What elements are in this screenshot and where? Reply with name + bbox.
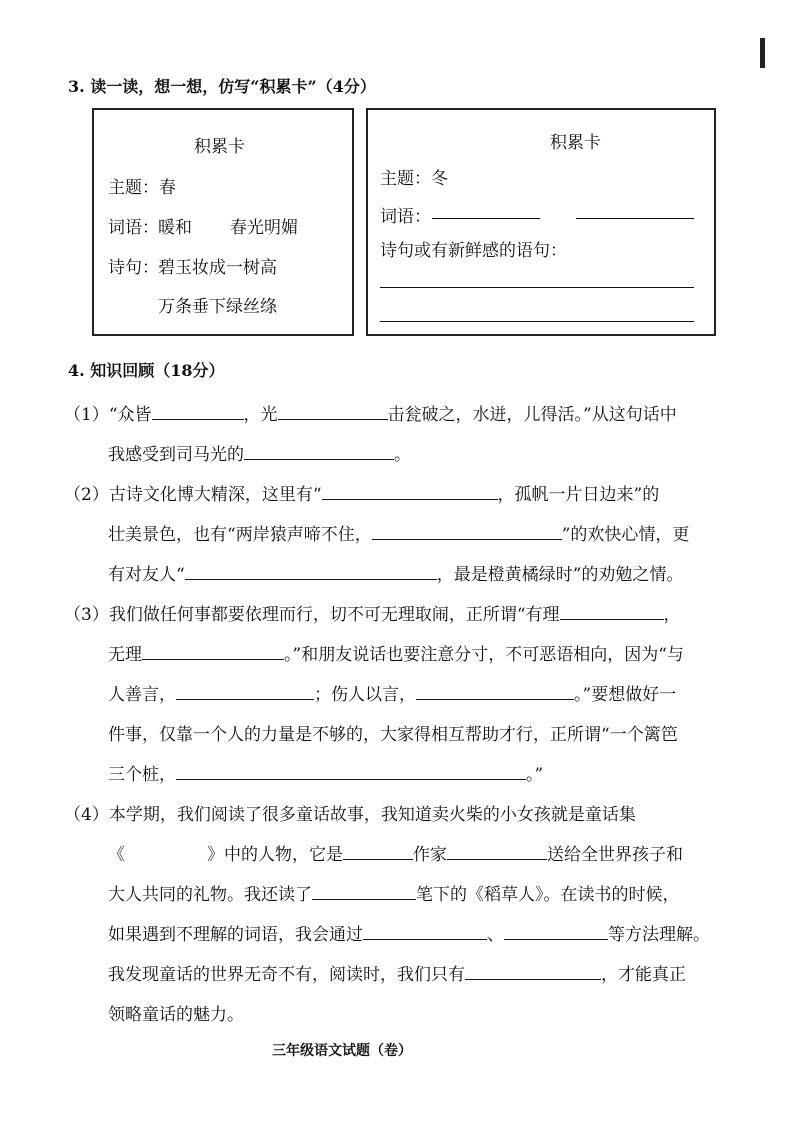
item-text: ，光 xyxy=(243,405,278,425)
item-text: ”的欢快心情，更 xyxy=(561,525,690,545)
answer-blank[interactable] xyxy=(447,843,547,860)
answer-blank[interactable] xyxy=(152,403,244,420)
q4-item-4-line-5 xyxy=(108,960,686,985)
q4-item-4-line-6 xyxy=(108,1000,244,1025)
item-text: 。” xyxy=(526,765,544,785)
page-footer: 三年级语文试题（卷） xyxy=(272,1043,412,1059)
card-poem-line-1: 碧玉妆成一树高 xyxy=(158,258,277,278)
item-text: 大人共同的礼物。我还读了 xyxy=(108,885,312,905)
word-blank-1[interactable] xyxy=(432,218,540,219)
item-text: 有对友人“ xyxy=(108,565,185,585)
book-title-blank[interactable] xyxy=(125,843,207,860)
q4-item-3-line-3 xyxy=(108,680,676,705)
q4-item-3-line-2 xyxy=(108,640,684,665)
item-number: （2） xyxy=(64,485,109,505)
sentence-blank-1[interactable] xyxy=(380,287,694,288)
answer-blank[interactable] xyxy=(244,443,394,460)
item-text: 笔下的《稻草人》。在读书的时候， xyxy=(416,885,680,905)
item-text: 击瓮破之，水迸，儿得活。”从这句话中 xyxy=(387,405,677,425)
card-word-1: 暖和 xyxy=(158,218,192,238)
item-text: 作家 xyxy=(413,845,447,865)
word-blank-2[interactable] xyxy=(576,218,694,219)
item-text: 领略童话的魅力。 xyxy=(108,1005,244,1025)
item-text: 、 xyxy=(487,925,504,945)
q4-item-1 xyxy=(64,400,677,425)
card-words-label: 词语： xyxy=(380,207,431,227)
card-poem-label: 诗句： xyxy=(108,258,159,278)
card-sentence-label: 诗句或有新鲜感的语句： xyxy=(380,241,567,261)
answer-blank[interactable] xyxy=(504,923,608,940)
item-text: 人善言， xyxy=(108,685,176,705)
item-text: 。”和朋友说话也要注意分寸，不可恶语相向，因为“与 xyxy=(284,645,684,665)
q4-item-4-line-3 xyxy=(108,880,680,905)
card-title: 积累卡 xyxy=(194,137,245,157)
item-text: 。 xyxy=(394,445,411,465)
q4-item-2-line-2 xyxy=(108,520,689,545)
card-poem-line-2: 万条垂下绿丝绦 xyxy=(158,297,277,317)
card-title: 积累卡 xyxy=(550,133,601,153)
item-number: （1） xyxy=(64,405,109,425)
q4-item-4-line-4 xyxy=(108,920,710,945)
card-theme: 主题：冬 xyxy=(380,169,448,189)
item-text: 古诗文化博大精深，这里有“ xyxy=(108,485,322,505)
item-number: （4） xyxy=(64,805,109,825)
item-text: ，孤帆一片日边来”的 xyxy=(497,485,660,505)
q4-item-1-line-2 xyxy=(108,440,411,465)
q4-item-2-line-3 xyxy=(108,560,683,585)
q4-item-4-line-2 xyxy=(108,840,683,865)
item-text: 壮美景色，也有“两岸猿声啼不住， xyxy=(108,525,372,545)
item-text: 我们做任何事都要依理而行，切不可无理取闹，正所谓“有理 xyxy=(108,605,560,625)
answer-blank[interactable] xyxy=(363,923,487,940)
answer-blank[interactable] xyxy=(176,763,526,780)
q4-item-3 xyxy=(64,600,681,625)
accumulation-card-spring xyxy=(92,108,354,336)
item-text: 三个桩， xyxy=(108,765,176,785)
answer-blank[interactable] xyxy=(142,643,284,660)
sentence-blank-2[interactable] xyxy=(380,321,694,322)
item-text: 送给全世界孩子和 xyxy=(547,845,683,865)
item-text: “众皆 xyxy=(108,405,152,425)
card-words-label: 词语： xyxy=(108,218,159,238)
q3-heading: 3. 读一读，想一想，仿写“积累卡”（4分） xyxy=(68,77,376,96)
item-text: 我感受到司马光的 xyxy=(108,445,244,465)
answer-blank[interactable] xyxy=(176,683,314,700)
item-text: ，最是橙黄橘绿时”的劝勉之情。 xyxy=(436,565,684,585)
item-text: ， xyxy=(663,605,681,625)
item-text: ；伤人以言， xyxy=(314,685,416,705)
card-theme: 主题：春 xyxy=(108,178,176,198)
answer-blank[interactable] xyxy=(312,883,416,900)
q4-item-3-line-4 xyxy=(108,720,678,745)
answer-blank[interactable] xyxy=(185,563,437,580)
item-text: 本学期，我们阅读了很多童话故事，我知道卖火柴的小女孩就是童话集 xyxy=(108,805,636,825)
q4-item-3-line-5 xyxy=(108,760,543,785)
answer-blank[interactable] xyxy=(372,523,562,540)
q4-item-2 xyxy=(64,480,659,505)
item-text: 无理 xyxy=(108,645,142,665)
answer-blank[interactable] xyxy=(343,843,413,860)
item-text: 件事，仅靠一个人的力量是不够的，大家得相互帮助才行，正所谓“一个篱笆 xyxy=(108,725,678,745)
answer-blank[interactable] xyxy=(278,403,388,420)
item-text: 等方法理解。 xyxy=(608,925,710,945)
answer-blank[interactable] xyxy=(560,603,664,620)
item-text: 如果遇到不理解的词语，我会通过 xyxy=(108,925,363,945)
q4-heading: 4. 知识回顾（18分） xyxy=(68,361,225,380)
answer-blank[interactable] xyxy=(465,963,601,980)
item-text: 《 xyxy=(108,845,125,865)
item-text: 我发现童话的世界无奇不有，阅读时，我们只有 xyxy=(108,965,465,985)
scan-edge-mark xyxy=(760,38,765,68)
accumulation-card-winter xyxy=(366,108,716,336)
q4-item-4 xyxy=(64,800,636,825)
item-text: ，才能真正 xyxy=(601,965,686,985)
answer-blank[interactable] xyxy=(416,683,574,700)
item-text: 。”要想做好一 xyxy=(574,685,677,705)
card-word-2: 春光明媚 xyxy=(230,218,298,238)
answer-blank[interactable] xyxy=(322,483,498,500)
item-text: 》中的人物，它是 xyxy=(207,845,343,865)
item-number: （3） xyxy=(64,605,109,625)
